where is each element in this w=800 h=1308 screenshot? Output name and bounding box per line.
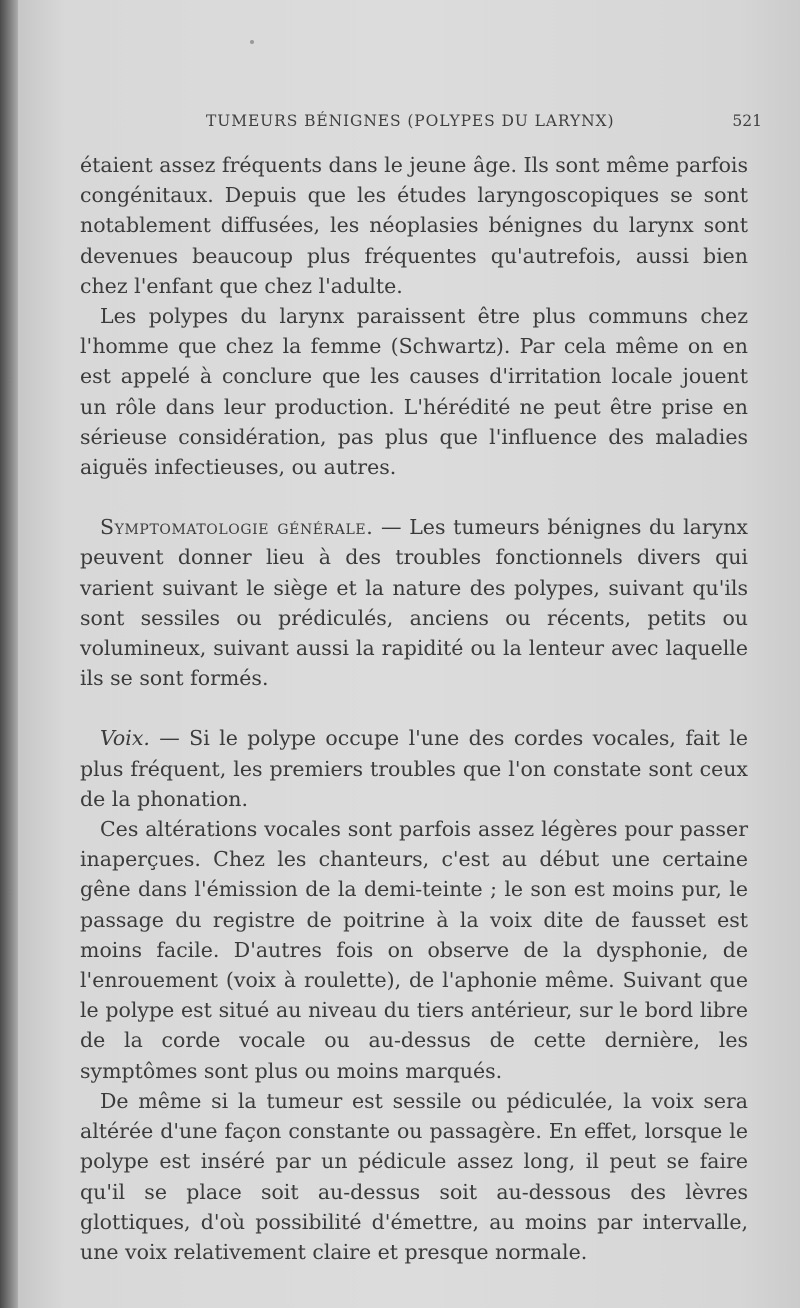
page-number: 521	[732, 112, 762, 130]
page-edge-shadow	[0, 0, 20, 1308]
running-head-title: TUMEURS BÉNIGNES (POLYPES DU LARYNX)	[206, 112, 615, 130]
paragraph-symptomatologie-text: — Les tumeurs bénignes du larynx peuvent donner lieu à des troubles fonctionnels divers qui varient suivant le siège et la nature des polypes, suivant qu'ils sont sessiles ou prédiculés, anciens ou récents, petits ou volumineux, suivant aussi la rapidité ou la lenteur avec laquelle ils se sont formés.	[80, 515, 748, 691]
paragraph-alterations: Ces altérations vocales sont parfois assez légères pour passer inaperçues. Chez les chanteurs, c'est au début une certaine gêne dans l'émission de la demi-teinte ; le son est moins pur, le passage du registre de poitrine à la voix dite de fausset est moins facile. D'autres fois on observe de la dysphonie, de l'enrouement (voix à roulette), de l'aphonie même. Suivant que le polype est situé au niveau du tiers antérieur, sur le bord libre de la corde vocale ou au-dessus de cette dernière, les symptômes sont plus ou moins marqués.	[80, 817, 748, 1083]
body-text	[80, 150, 748, 1267]
section-heading-symptomatologie: Symptomatologie générale.	[100, 515, 374, 540]
book-page	[18, 0, 800, 1308]
paragraph-voix-text: — Si le polype occupe l'une des cordes vocales, fait le plus fréquent, les premiers troubles que l'on constate sont ceux de la phonation.	[80, 726, 748, 811]
paragraph-symptomatologie	[80, 512, 748, 693]
paragraph-continuation: étaient assez fréquents dans le jeune âge. Ils sont même parfois congénitaux. Depuis que les études laryngoscopiques se sont notablement diffusées, les néoplasies bénignes du larynx sont devenues beaucoup plus fréquentes qu'autrefois, aussi bien chez l'enfant que chez l'adulte.	[80, 153, 748, 298]
section-heading-voix: Voix.	[100, 726, 150, 751]
speck-mark	[250, 40, 254, 44]
paragraph-sessile: De même si la tumeur est sessile ou pédiculée, la voix sera altérée d'une façon constante ou passagère. En effet, lorsque le polype est inséré par un pédicule assez long, il peut se faire qu'il se place soit au-dessus soit au-dessous des lèvres glottiques, d'où possibilité d'émettre, au moins par intervalle, une voix relativement claire et presque normale.	[80, 1088, 748, 1264]
paragraph-voix	[80, 723, 748, 814]
running-head	[18, 112, 800, 136]
paragraph-epidemiology: Les polypes du larynx paraissent être plus communs chez l'homme que chez la femme (Schwartz). Par cela même on en est appelé à conclure que les causes d'irritation locale jouent un rôle dans leur production. L'hérédité ne peut être prise en sérieuse considération, pas plus que l'influence des maladies aiguës infectieuses, ou autres.	[80, 304, 748, 480]
